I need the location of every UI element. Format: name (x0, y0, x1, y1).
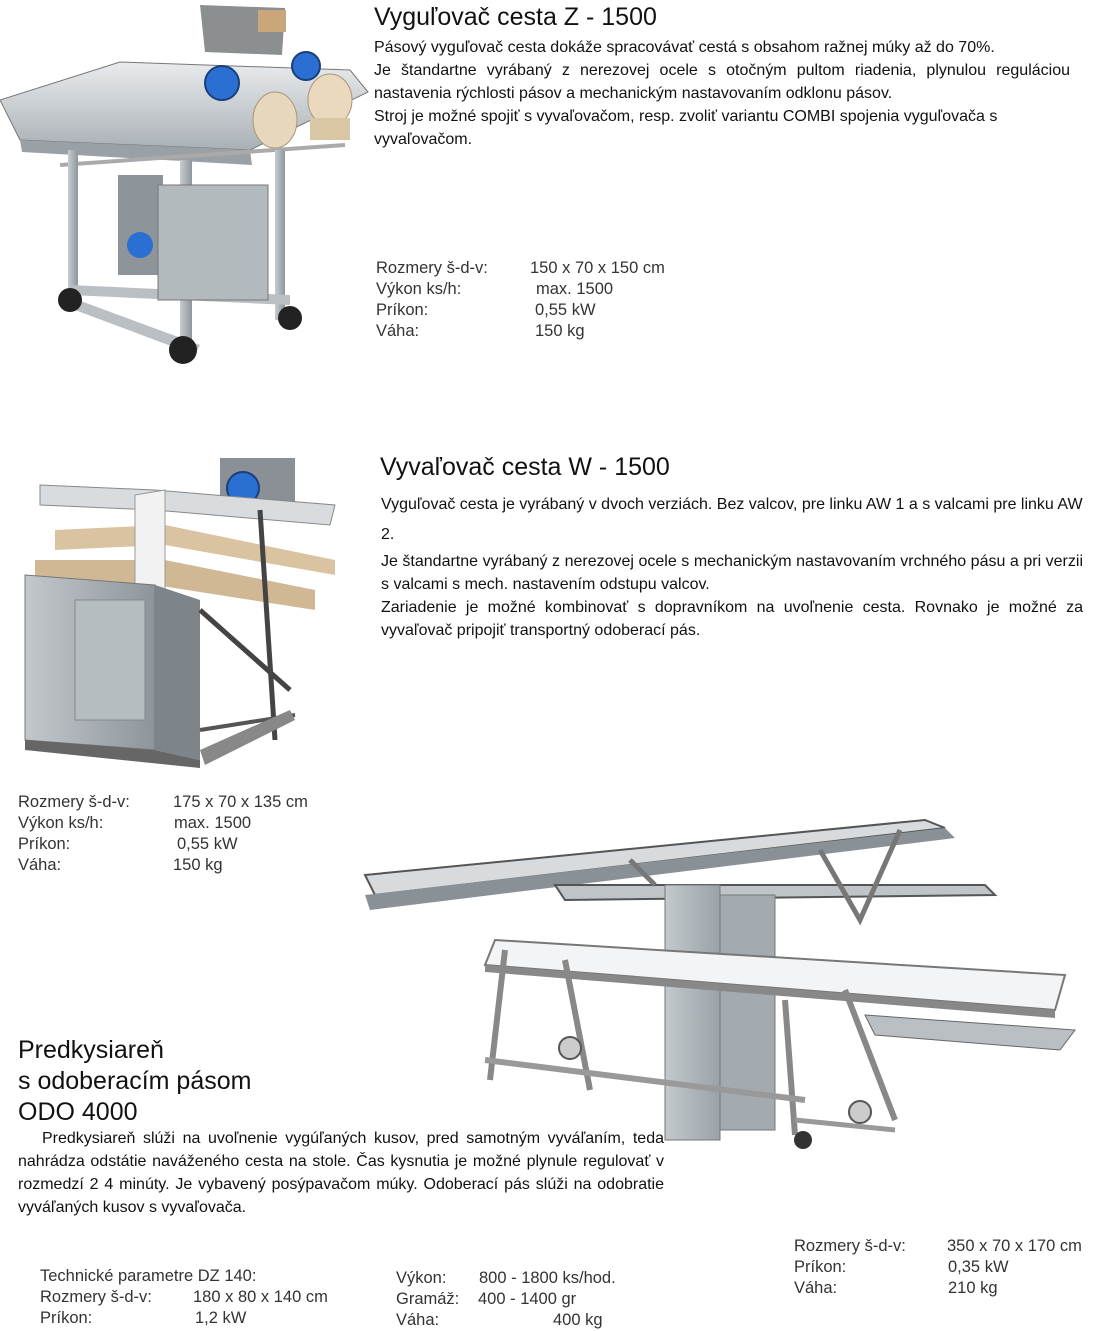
spec-label: Výkon ks/h: (376, 280, 462, 298)
moulder-w1500-image (15, 450, 360, 790)
z1500-paragraph: Pásový vyguľovač cesta dokáže spracovávať cestá s obsahom ražnej múky až do 70%. (374, 39, 995, 56)
spec-row (40, 1287, 328, 1308)
spec-value: max. 1500 (536, 280, 614, 298)
w1500-paragraph: Zariadenie je možné kombinovať s dopravníkom na uvoľnenie cesta. Rovnako je možné za vyvaľovač pripojiť transportný odoberací pás. (381, 599, 1083, 639)
spec-label: Príkon: (40, 1309, 93, 1327)
w1500-paragraph: Je štandartne vyrábaný z nerezovej ocele s mechanickým nastavovaním vrchného pásu a pri verzii s valcami s mech. nastavením odstupu valcov. (381, 553, 1083, 593)
w1500-description (381, 490, 1083, 642)
spec-label: Rozmery š-d-v: (18, 793, 130, 811)
spec-label: Váha: (18, 856, 62, 874)
spec-label: Výkon: (396, 1269, 447, 1287)
spec-row (794, 1236, 1082, 1257)
odo4000-title (18, 1035, 251, 1128)
spec-row (376, 300, 665, 321)
spec-value: 800 - 1800 ks/hod. (479, 1269, 616, 1287)
spec-value: 180 x 80 x 140 cm (193, 1288, 328, 1306)
z1500-paragraph: Je štandartne vyrábaný z nerezovej ocele s otočným pultom riadenia, plynulou reguláciou nastavenia rýchlosti pásov a mechanickým nastavovaním odklonu pásov. (374, 62, 1070, 102)
spec-row (18, 813, 308, 834)
spec-value: 150 x 70 x 150 cm (530, 259, 665, 277)
spec-value: 150 kg (535, 322, 585, 340)
spec-value: 400 - 1400 gr (478, 1290, 577, 1308)
spec-label: Rozmery š-d-v: (376, 259, 488, 277)
spec-row (18, 855, 308, 876)
spec-row (376, 279, 665, 300)
w1500-title: Vyvaľovač cesta W - 1500 (380, 453, 670, 481)
spec-label: Váha: (794, 1279, 838, 1297)
z1500-specs (376, 258, 665, 342)
spec-label: Príkon: (794, 1258, 847, 1276)
spec-label: Gramáž: (396, 1290, 460, 1308)
spec-row (18, 834, 308, 855)
dz140-tech-title: Technické parametre DZ 140: (40, 1267, 257, 1285)
spec-label: Príkon: (18, 835, 71, 853)
spec-row (794, 1257, 1082, 1278)
spec-value: 210 kg (948, 1279, 998, 1297)
proofer-odo4000-image (355, 800, 1085, 1155)
z1500-paragraph: Stroj je možné spojiť s vyvaľovačom, resp. zvoliť variantu COMBI spojenia vyguľovača s vyvaľovačom. (374, 108, 998, 148)
odo4000-title-line: ODO 4000 (18, 1098, 138, 1126)
spec-row (794, 1278, 1082, 1299)
odo4000-title-line: Predkysiareň (18, 1036, 164, 1064)
spec-label: Váha: (376, 322, 420, 340)
dz140-specs (40, 1266, 328, 1329)
spec-row (376, 321, 665, 342)
spec-row (18, 792, 308, 813)
spec-label: Príkon: (376, 301, 429, 319)
odo4000-title-line: s odoberacím pásom (18, 1067, 252, 1095)
spec-row (396, 1268, 616, 1289)
spec-value: 400 kg (553, 1311, 603, 1329)
spec-label: Rozmery š-d-v: (40, 1288, 152, 1306)
w1500-paragraph: Vyguľovač cesta je vyrábaný v dvoch verziách. Bez valcov, pre linku AW 1 a s valcami pre linku AW 2. (381, 496, 1083, 543)
spec-label: Váha: (396, 1311, 440, 1329)
spec-row (40, 1308, 328, 1329)
odo4000-description: Predkysiareň slúži na uvoľnenie vygúľaných kusov, pred samotným vyváľaním, teda nahrádza odstátie naváženého cesta na stole. Čas kysnutia je možné plynule regulovať v rozmedzí 2 4 minúty. Je vybavený posýpavačom múky. Odoberací pás slúži na odobratie vyváľaných kusov s vyvaľovača. (18, 1130, 664, 1216)
spec-label: Rozmery š-d-v: (794, 1237, 906, 1255)
spec-value: 1,2 kW (195, 1309, 247, 1327)
w1500-specs (18, 792, 308, 876)
spec-value: 175 x 70 x 135 cm (173, 793, 308, 811)
spec-value: 150 kg (173, 856, 223, 874)
odo4000-specs (794, 1236, 1082, 1299)
spec-value: 350 x 70 x 170 cm (947, 1237, 1082, 1255)
z1500-description (374, 36, 1070, 151)
spec-value: 0,35 kW (948, 1258, 1009, 1276)
spec-row (396, 1310, 616, 1331)
spec-row (396, 1289, 616, 1310)
z1500-title: Vyguľovač cesta Z - 1500 (374, 3, 657, 31)
spec-row (376, 258, 665, 279)
performance-specs (396, 1268, 616, 1331)
spec-value: max. 1500 (174, 814, 252, 832)
spec-value: 0,55 kW (177, 835, 238, 853)
spec-value: 0,55 kW (535, 301, 596, 319)
rounder-z1500-image (0, 0, 370, 370)
spec-label: Výkon ks/h: (18, 814, 104, 832)
